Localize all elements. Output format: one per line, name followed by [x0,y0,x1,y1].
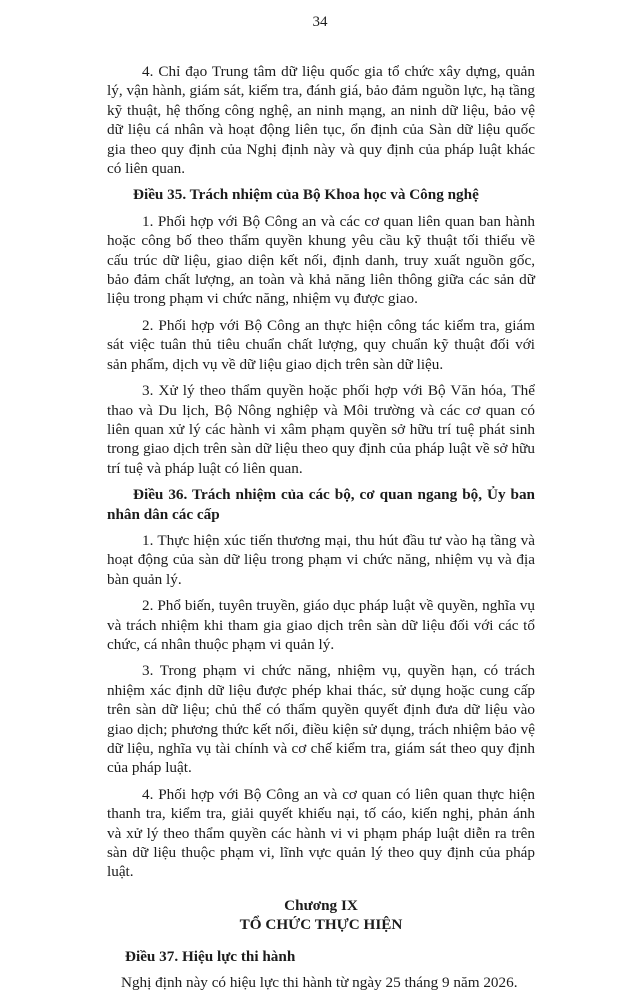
article-37-heading: Điều 37. Hiệu lực thi hành [125,947,296,965]
chapter-title: TỔ CHỨC THỰC HIỆN [239,916,403,934]
paragraph-article35-item3: 3. Xử lý theo thẩm quyền hoặc phối hợp với Bộ Văn hóa, Thể thao và Du lịch, Bộ Nông nghiệp và Môi trường và các cơ quan có liên quan xử lý các hành vi xâm phạm quyền sở hữu trí tuệ phát sinh trong giao dịch trên sàn dữ liệu theo quy định của pháp luật về sở hữu trí tuệ và pháp luật có liên quan. [107,382,535,477]
paragraph-article35-item2: 2. Phối hợp với Bộ Công an thực hiện công tác kiểm tra, giám sát việc tuân thủ tiêu chuẩn chất lượng, quy chuẩn kỹ thuật đối với sản phẩm, dịch vụ về dữ liệu giao dịch trên sàn dữ liệu. [107,316,535,373]
paragraph-article36-item1: 1. Thực hiện xúc tiến thương mại, thu hút đầu tư vào hạ tầng và hoạt động của sàn dữ liệu trong phạm vi chức năng, nhiệm vụ và địa bàn quản lý. [107,531,535,588]
chapter-number: Chương IX [284,896,358,914]
paragraph-article34-item4: 4. Chỉ đạo Trung tâm dữ liệu quốc gia tổ chức xây dựng, quản lý, vận hành, giám sát, kiểm tra, đánh giá, bảo đảm nguồn lực, hạ tầng kỹ thuật, hệ thống công nghệ, an ninh mạng, an ninh dữ liệu, bảo vệ dữ liệu cá nhân và hoạt động liên tục, ổn định của Sàn dữ liệu quốc gia theo quy định của Nghị định này và quy định của pháp luật khác có liên quan. [107,63,535,178]
article-36-heading: Điều 36. Trách nhiệm của các bộ, cơ quan ngang bộ, Ủy ban nhân dân các cấp [107,486,535,523]
paragraph-article35-item1: 1. Phối hợp với Bộ Công an và các cơ quan liên quan ban hành hoặc công bố theo thẩm quyền khung yêu cầu kỹ thuật tối thiểu về cấu trúc dữ liệu, giao diện kết nối, định danh, truy xuất nguồn gốc, bảo đảm chất lượng, an toàn và khả năng liên thông giữa các sản dữ liệu trong phạm vi chức năng, nhiệm vụ được giao. [107,212,535,308]
document-body [107,62,535,992]
paragraph-article36-item4: 4. Phối hợp với Bộ Công an và cơ quan có liên quan thực hiện thanh tra, kiểm tra, giải quyết khiếu nại, tố cáo, kiến nghị, phản ánh và xử lý theo thẩm quyền các hành vi vi phạm pháp luật diễn ra trên sàn dữ liệu thuộc phạm vi, lĩnh vực quản lý theo quy định của pháp luật. [107,785,535,881]
paragraph-article36-item3: 3. Trong phạm vi chức năng, nhiệm vụ, quyền hạn, có trách nhiệm xác định dữ liệu được phép khai thác, sử dụng hoặc cung cấp trên sàn dữ liệu; chủ thể có thẩm quyền quyết định đưa dữ liệu vào giao dịch; phương thức kết nối, điều kiện sử dụng, trách nhiệm bảo vệ dữ liệu, nghĩa vụ tài chính và cơ chế kiểm tra, giám sát theo quy định của pháp luật. [107,662,535,777]
paragraph-article36-item2: 2. Phổ biến, tuyên truyền, giáo dục pháp luật về quyền, nghĩa vụ và trách nhiệm khi tham gia giao dịch trên sàn dữ liệu đối với các tổ chức, cá nhân thuộc phạm vi quản lý. [107,597,535,653]
paragraph-article37: Nghị định này có hiệu lực thi hành từ ngày 25 tháng 9 năm 2026. [121,974,518,992]
page-number: 34 [312,14,328,30]
article-35-heading: Điều 35. Trách nhiệm của Bộ Khoa học và Công nghệ [133,186,479,204]
